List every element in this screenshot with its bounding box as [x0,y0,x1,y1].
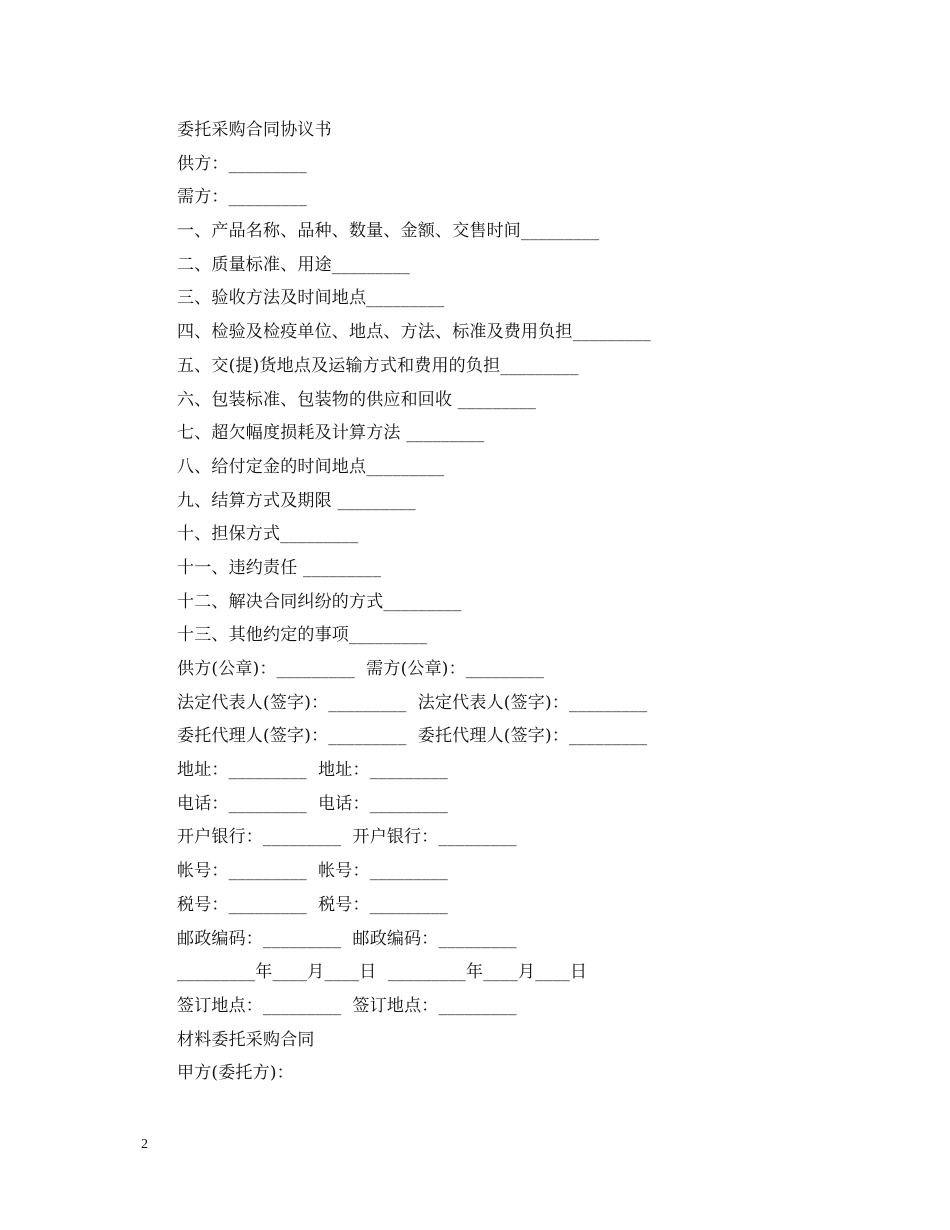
second-document-title: 材料委托采购合同 [177,1029,315,1050]
page-number: 2 [141,1137,148,1152]
clause-13: 十三、其他约定的事项_________ [177,625,428,646]
supplier-line: 供方：_________ [177,153,307,174]
document-title: 委托采购合同协议书 [177,120,332,140]
clause-10: 十、担保方式_________ [177,524,359,545]
clause-6: 六、包装标准、包装物的供应和回收 _________ [177,389,537,410]
clause-12: 十二、解决合同纠纷的方式_________ [177,591,462,612]
phone-line: 电话：_________ 电话：_________ [177,793,449,814]
seal-line: 供方(公章)：_________ 需方(公章)：_________ [177,659,545,679]
document-body [177,114,877,1091]
clause-9: 九、结算方式及期限 _________ [177,490,416,511]
clause-11: 十一、违约责任 _________ [177,557,382,578]
clause-4: 四、检验及检疫单位、地点、方法、标准及费用负担_________ [177,322,651,343]
clause-7: 七、超欠幅度损耗及计算方法 _________ [177,423,485,444]
legal-representative-line: 法定代表人(签字)：_________ 法定代表人(签字)：_________ [177,692,648,713]
authorized-agent-line: 委托代理人(签字)：_________ 委托代理人(签字)：_________ [177,726,648,747]
date-line: _________年____月____日 _________年____月____日 [177,962,588,983]
bank-line: 开户银行：_________ 开户银行：_________ [177,827,517,848]
clause-2: 二、质量标准、用途_________ [177,254,411,275]
tax-number-line: 税号：_________ 税号：_________ [177,894,449,915]
postal-code-line: 邮政编码：_________ 邮政编码：_________ [177,928,517,949]
address-line: 地址：_________ 地址：_________ [177,760,449,781]
clause-5: 五、交(提)货地点及运输方式和费用的负担_________ [177,355,579,376]
clause-1: 一、产品名称、品种、数量、金额、交售时间_________ [177,221,600,242]
buyer-line: 需方：_________ [177,187,307,208]
signing-place-line: 签订地点：_________ 签订地点：_________ [177,995,517,1016]
account-line: 帐号：_________ 帐号：_________ [177,861,449,882]
party-a-line: 甲方(委托方)： [177,1063,294,1084]
clause-8: 八、给付定金的时间地点_________ [177,456,445,477]
clause-3: 三、验收方法及时间地点_________ [177,288,445,309]
